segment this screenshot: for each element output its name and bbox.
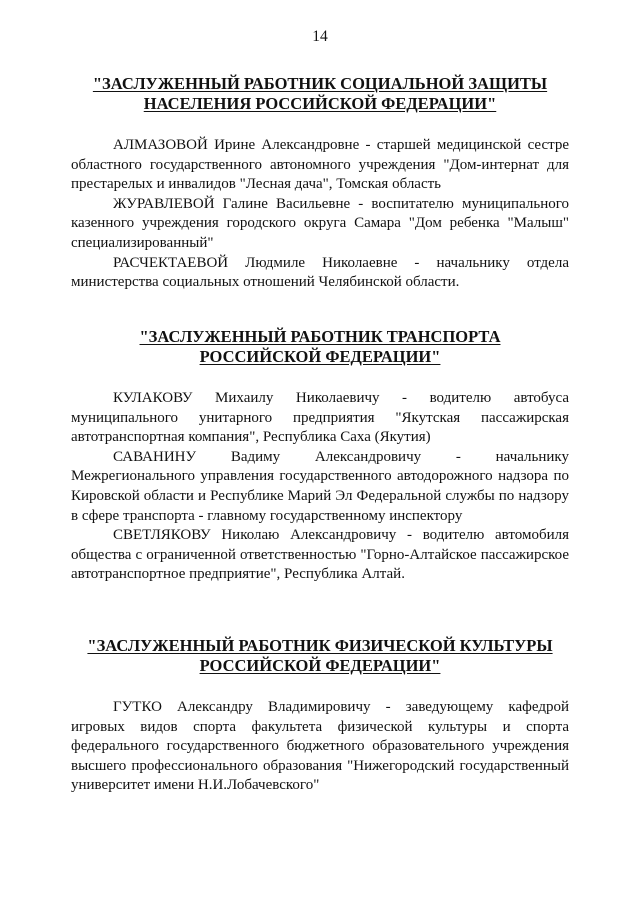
award-title-line: РОССИЙСКОЙ ФЕДЕРАЦИИ": [199, 347, 441, 366]
nominee-entry: СВЕТЛЯКОВУ Николаю Александровичу - водителю автомобиля общества с ограниченной ответственностью "Горно-Алтайское пассажирское автотранспортное предприятие", Республика Алтай.: [71, 527, 569, 583]
award-title-line: НАСЕЛЕНИЯ РОССИЙСКОЙ ФЕДЕРАЦИИ": [143, 94, 497, 113]
award-title: [0, 636, 640, 676]
nominee-list: [71, 136, 569, 293]
nominee-entry: ГУТКО Александру Владимировичу - заведующему кафедрой игровых видов спорта факультета физической культуры и спорта федерального государственного бюджетного образовательного учреждения высшего профессионального образования "Нижегородский государственный университет имени Н.И.Лобачевского": [71, 699, 569, 794]
nominee-entry: САВАНИНУ Вадиму Александровичу - начальнику Межрегионального управления государственного автодорожного надзора по Кировской области и Республике Марий Эл Федеральной службы по надзору в сфере транспорта - главному государственному инспектору: [71, 448, 569, 524]
award-title: [0, 327, 640, 367]
nominee-entry: РАСЧЕКТАЕВОЙ Людмиле Николаевне - начальнику отдела министерства социальных отношений Челябинской области.: [71, 254, 569, 291]
award-title-line: "ЗАСЛУЖЕННЫЙ РАБОТНИК СОЦИАЛЬНОЙ ЗАЩИТЫ: [92, 74, 548, 93]
award-section-physical-culture: [0, 636, 640, 796]
nominee-entry: КУЛАКОВУ Михаилу Николаевичу - водителю автобуса муниципального унитарного предприятия "Якутская пассажирская автотранспортная компания", Республика Саха (Якутия): [71, 390, 569, 446]
award-title-line: "ЗАСЛУЖЕННЫЙ РАБОТНИК ФИЗИЧЕСКОЙ КУЛЬТУРЫ: [87, 636, 553, 655]
award-title: [0, 74, 640, 114]
nominee-entry: ЖУРАВЛЕВОЙ Галине Васильевне - воспитателю муниципального казенного учреждения городского округа Самара "Дом ребенка "Малыш" специализированный": [71, 195, 569, 251]
award-section-transport: [0, 327, 640, 585]
page-number: 14: [312, 28, 328, 45]
award-section-social-protection: [0, 74, 640, 293]
award-title-line: "ЗАСЛУЖЕННЫЙ РАБОТНИК ТРАНСПОРТА: [139, 327, 501, 346]
nominee-entry: АЛМАЗОВОЙ Ирине Александровне - старшей медицинской сестре областного государственного автономного учреждения "Дом-интернат для престарелых и инвалидов "Лесная дача", Томская область: [71, 137, 569, 193]
award-title-line: РОССИЙСКОЙ ФЕДЕРАЦИИ": [199, 656, 441, 675]
nominee-list: [71, 698, 569, 796]
nominee-list: [71, 389, 569, 585]
